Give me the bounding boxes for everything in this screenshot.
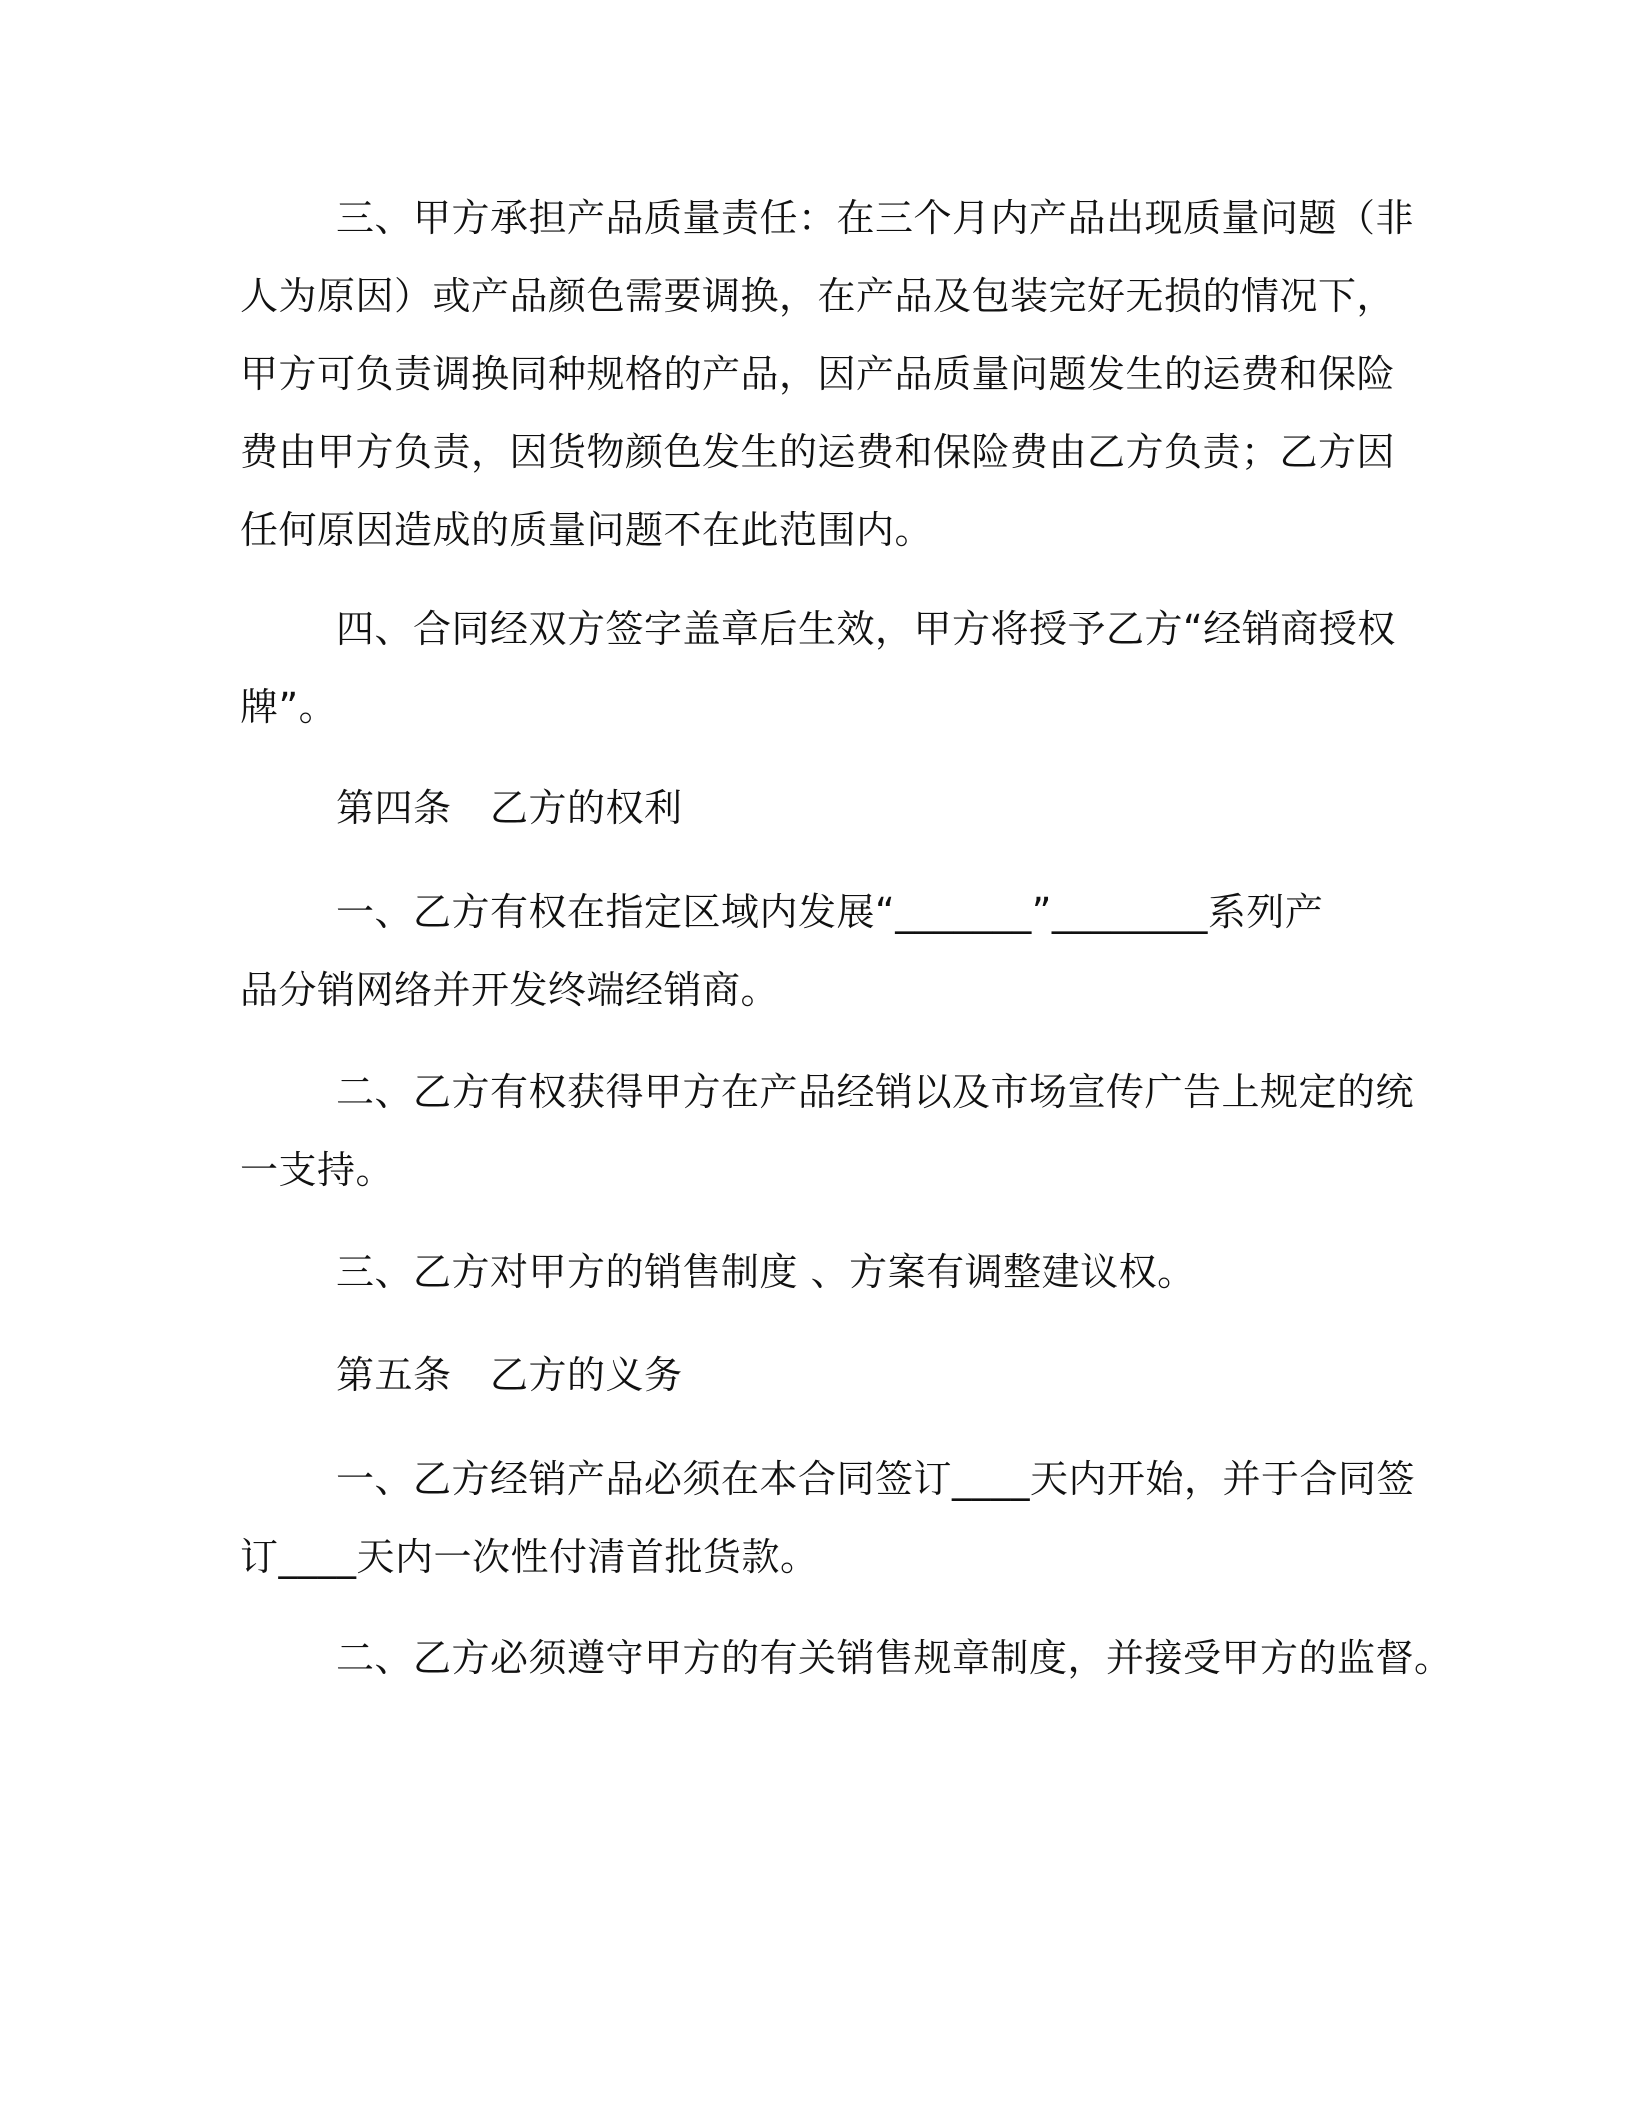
paragraph-support-right	[240, 1053, 1415, 1209]
paragraph-suggestion-right	[240, 1233, 1405, 1311]
paragraph-quality-responsibility	[240, 179, 1415, 569]
article-heading-five	[240, 1336, 1405, 1414]
paragraph-start-and-payment	[240, 1440, 1416, 1596]
section-heading: 第五条 乙方的义务	[336, 1353, 683, 1397]
text-line: 二、乙方必须遵守甲方的有关销售规章制度，并接受甲方的监督。	[336, 1636, 1453, 1680]
text-line: 二、乙方有权获得甲方在产品经销以及市场宣传广告上规定的统	[336, 1070, 1415, 1114]
text-line: 一、乙方有权在指定区域内发展“_______”________系列产	[336, 890, 1324, 934]
text-line: 四、合同经双方签字盖章后生效，甲方将授予乙方“经销商授权	[336, 607, 1396, 651]
text-line: 费由甲方负责，因货物颜色发生的运费和保险费由乙方负责；乙方因	[240, 430, 1396, 474]
paragraph-distribution-right	[240, 873, 1405, 1029]
text-line: 任何原因造成的质量问题不在此范围内。	[240, 508, 934, 552]
text-line: 甲方可负责调换同种规格的产品，因产品质量问题发生的运费和保险	[240, 352, 1396, 396]
text-line: 人为原因）或产品颜色需要调换，在产品及包装完好无损的情况下，	[240, 274, 1396, 318]
text-line: 三、乙方对甲方的销售制度 、方案有调整建议权。	[336, 1250, 1196, 1294]
text-line: 品分销网络并开发终端经销商。	[240, 968, 780, 1012]
section-heading: 第四条 乙方的权利	[336, 786, 683, 830]
text-line: 一、乙方经销产品必须在本合同签订____天内开始，并于合同签	[336, 1457, 1416, 1501]
text-line: 牌”。	[240, 685, 338, 729]
text-line: 订____天内一次性付清首批货款。	[240, 1535, 819, 1579]
paragraph-contract-effective	[240, 590, 1405, 746]
text-line: 三、甲方承担产品质量责任：在三个月内产品出现质量问题（非	[336, 196, 1415, 240]
paragraph-comply-regulations	[240, 1619, 1453, 1697]
article-heading-four	[240, 769, 1405, 847]
text-line: 一支持。	[240, 1148, 395, 1192]
